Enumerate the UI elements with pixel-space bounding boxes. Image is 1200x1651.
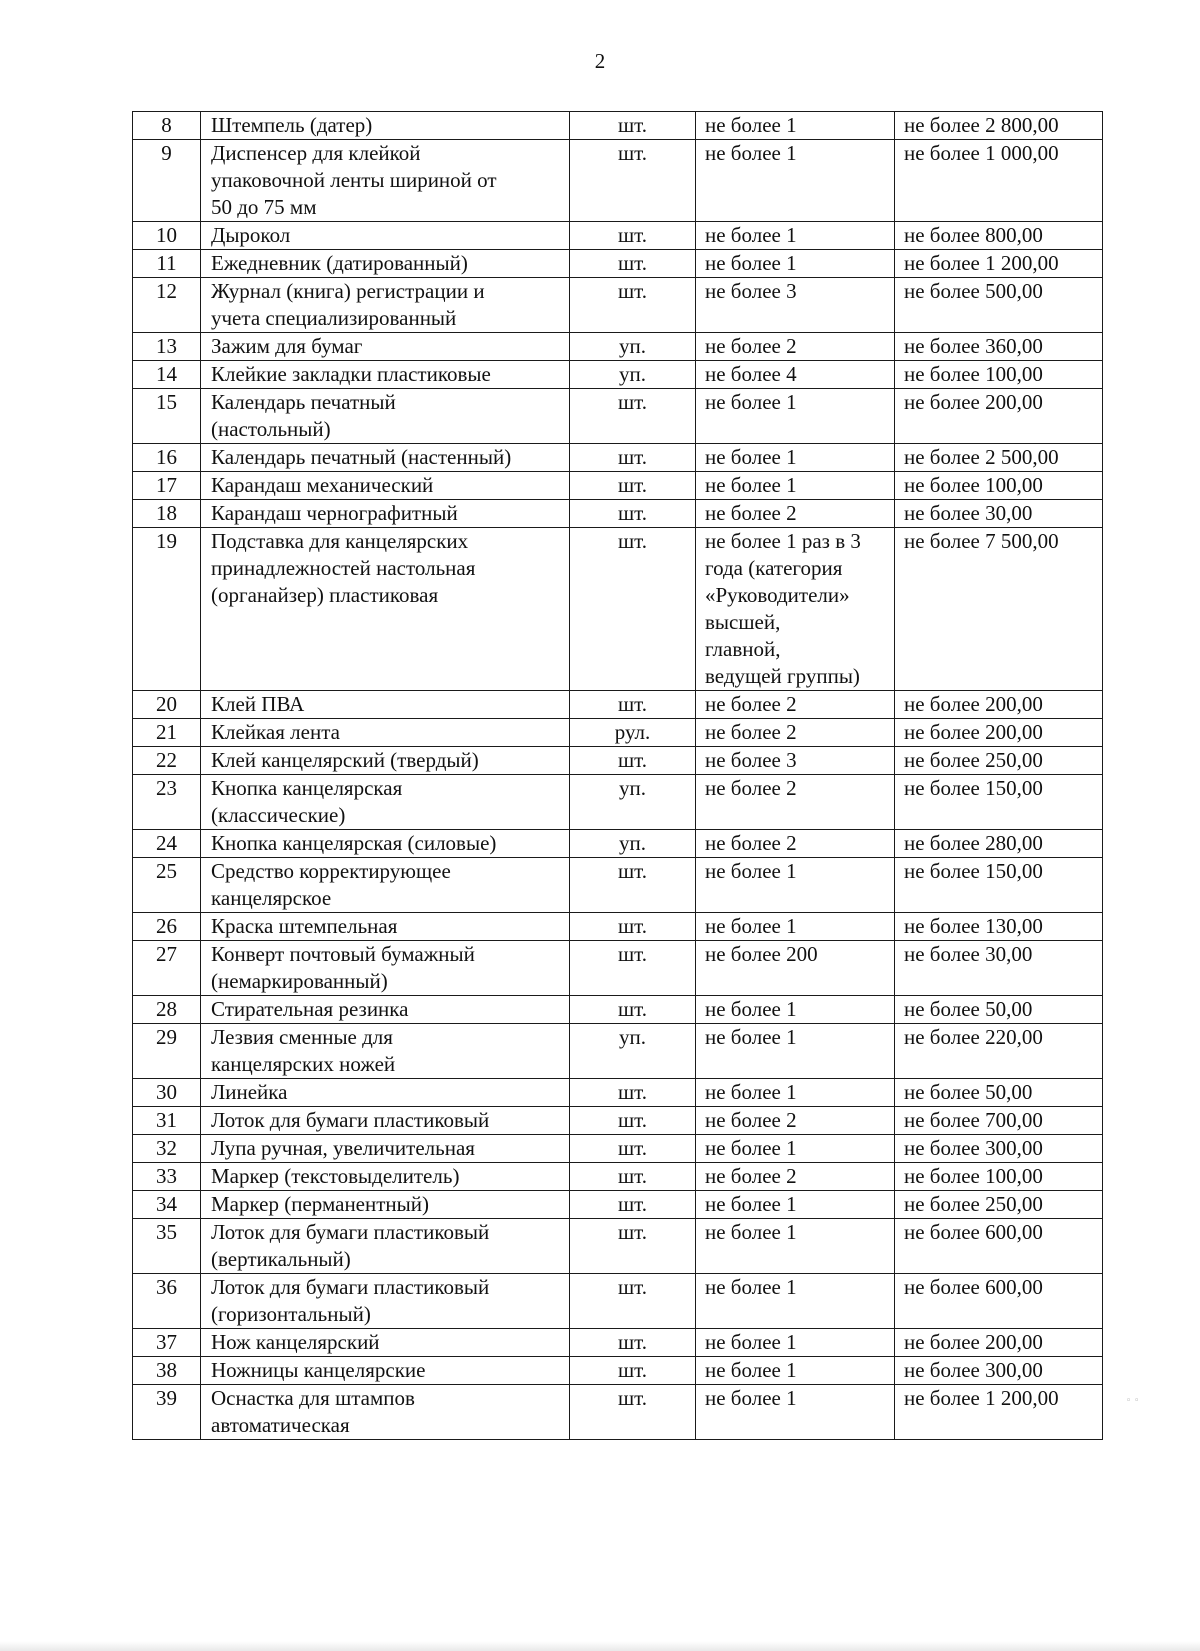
item-name-line: Оснастка для штампов — [211, 1386, 415, 1410]
unit-of-measure: шт. — [570, 996, 696, 1024]
row-number: 9 — [133, 140, 201, 222]
row-number: 28 — [133, 996, 201, 1024]
row-number: 11 — [133, 250, 201, 278]
price-limit: не более 700,00 — [895, 1107, 1103, 1135]
unit-of-measure: шт. — [570, 472, 696, 500]
quantity-line: не более 1 — [705, 1275, 797, 1299]
item-name-line: Клей ПВА — [211, 692, 305, 716]
row-number: 20 — [133, 691, 201, 719]
table-row — [133, 250, 1103, 278]
item-name-line: Лоток для бумаги пластиковый — [211, 1275, 490, 1299]
item-name-line: Кнопка канцелярская (силовые) — [211, 831, 497, 855]
item-name — [201, 913, 570, 941]
row-number: 29 — [133, 1024, 201, 1079]
quantity — [696, 747, 895, 775]
item-name-line: 50 до 75 мм — [211, 195, 317, 219]
price-limit: не более 300,00 — [895, 1357, 1103, 1385]
price-limit: не более 250,00 — [895, 1191, 1103, 1219]
item-name-line: Журнал (книга) регистрации и — [211, 279, 485, 303]
price-limit: не более 200,00 — [895, 1329, 1103, 1357]
quantity-line: не более 1 — [705, 1080, 797, 1104]
unit-of-measure: уп. — [570, 775, 696, 830]
page-bottom-edge — [0, 1641, 1200, 1651]
quantity — [696, 389, 895, 444]
unit-of-measure: шт. — [570, 278, 696, 333]
item-name — [201, 1135, 570, 1163]
row-number: 27 — [133, 941, 201, 996]
quantity — [696, 500, 895, 528]
unit-of-measure: рул. — [570, 719, 696, 747]
quantity — [696, 719, 895, 747]
quantity-line: не более 1 — [705, 914, 797, 938]
row-number: 34 — [133, 1191, 201, 1219]
quantity — [696, 913, 895, 941]
table-row — [133, 1163, 1103, 1191]
item-name-line: Календарь печатный — [211, 390, 396, 414]
quantity-line: не более 1 — [705, 141, 797, 165]
item-name-line: Маркер (текстовыделитель) — [211, 1164, 460, 1188]
item-name — [201, 444, 570, 472]
item-name-line: Клейкие закладки пластиковые — [211, 362, 491, 386]
row-number: 35 — [133, 1219, 201, 1274]
row-number: 24 — [133, 830, 201, 858]
item-name-line: Стирательная резинка — [211, 997, 409, 1021]
item-name — [201, 1107, 570, 1135]
item-name — [201, 1329, 570, 1357]
row-number: 19 — [133, 528, 201, 691]
item-name — [201, 1024, 570, 1079]
item-name — [201, 472, 570, 500]
price-limit: не более 300,00 — [895, 1135, 1103, 1163]
item-name-line: Ножницы канцелярские — [211, 1358, 426, 1382]
item-name-line: Клей канцелярский (твердый) — [211, 748, 479, 772]
price-limit: не более 100,00 — [895, 472, 1103, 500]
quantity-line: высшей, — [705, 610, 781, 634]
quantity — [696, 361, 895, 389]
unit-of-measure: уп. — [570, 1024, 696, 1079]
item-name — [201, 112, 570, 140]
price-limit: не более 150,00 — [895, 775, 1103, 830]
quantity-line: ведущей группы) — [705, 664, 860, 688]
price-limit: не более 150,00 — [895, 858, 1103, 913]
item-name — [201, 278, 570, 333]
price-limit: не более 100,00 — [895, 361, 1103, 389]
table-row — [133, 830, 1103, 858]
item-name-line: канцелярских ножей — [211, 1052, 396, 1076]
price-limit: не более 250,00 — [895, 747, 1103, 775]
quantity-line: главной, — [705, 637, 781, 661]
table-row — [133, 913, 1103, 941]
quantity — [696, 996, 895, 1024]
quantity — [696, 1385, 895, 1440]
quantity — [696, 1274, 895, 1329]
row-number: 32 — [133, 1135, 201, 1163]
unit-of-measure: шт. — [570, 1329, 696, 1357]
price-limit: не более 1 000,00 — [895, 140, 1103, 222]
quantity-line: не более 1 — [705, 859, 797, 883]
price-limit: не более 600,00 — [895, 1219, 1103, 1274]
item-name-line: (настольный) — [211, 417, 331, 441]
quantity-line: не более 1 — [705, 223, 797, 247]
item-name — [201, 1079, 570, 1107]
item-name — [201, 719, 570, 747]
table-row — [133, 528, 1103, 691]
item-name-line: Подставка для канцелярских — [211, 529, 469, 553]
table-row — [133, 1274, 1103, 1329]
item-name — [201, 500, 570, 528]
table-row — [133, 389, 1103, 444]
quantity-line: «Руководители» — [705, 583, 850, 607]
item-name-line: (немаркированный) — [211, 969, 388, 993]
item-name-line: (горизонтальный) — [211, 1302, 371, 1326]
table-row — [133, 775, 1103, 830]
unit-of-measure: шт. — [570, 1107, 696, 1135]
row-number: 18 — [133, 500, 201, 528]
price-limit: не более 500,00 — [895, 278, 1103, 333]
row-number: 14 — [133, 361, 201, 389]
item-name — [201, 361, 570, 389]
item-name — [201, 1163, 570, 1191]
table-row — [133, 500, 1103, 528]
table-row — [133, 1135, 1103, 1163]
item-name — [201, 1274, 570, 1329]
price-limit: не более 30,00 — [895, 500, 1103, 528]
table-row — [133, 278, 1103, 333]
quantity — [696, 278, 895, 333]
item-name-line: канцелярское — [211, 886, 332, 910]
item-name-line: Штемпель (датер) — [211, 113, 373, 137]
unit-of-measure: уп. — [570, 830, 696, 858]
quantity-line: не более 1 — [705, 1136, 797, 1160]
unit-of-measure: шт. — [570, 1079, 696, 1107]
table-row — [133, 1329, 1103, 1357]
item-name-line: Зажим для бумаг — [211, 334, 363, 358]
quantity-line: не более 4 — [705, 362, 797, 386]
price-limit: не более 1 200,00 — [895, 250, 1103, 278]
item-name-line: Клейкая лента — [211, 720, 340, 744]
unit-of-measure: шт. — [570, 1191, 696, 1219]
quantity-line: не более 1 — [705, 997, 797, 1021]
item-name-line: Карандаш механический — [211, 473, 434, 497]
row-number: 16 — [133, 444, 201, 472]
row-number: 39 — [133, 1385, 201, 1440]
quantity — [696, 1163, 895, 1191]
item-name-line: Нож канцелярский — [211, 1330, 380, 1354]
quantity-line: не более 2 — [705, 334, 797, 358]
unit-of-measure: шт. — [570, 1163, 696, 1191]
table-row — [133, 472, 1103, 500]
row-number: 36 — [133, 1274, 201, 1329]
unit-of-measure: шт. — [570, 941, 696, 996]
row-number: 33 — [133, 1163, 201, 1191]
row-number: 21 — [133, 719, 201, 747]
table-row — [133, 1191, 1103, 1219]
quantity — [696, 1135, 895, 1163]
price-limit: не более 130,00 — [895, 913, 1103, 941]
quantity-line: не более 200 — [705, 942, 818, 966]
table-row — [133, 1107, 1103, 1135]
price-limit: не более 100,00 — [895, 1163, 1103, 1191]
unit-of-measure: шт. — [570, 112, 696, 140]
unit-of-measure: шт. — [570, 1274, 696, 1329]
quantity-line: не более 1 — [705, 1025, 797, 1049]
item-name — [201, 775, 570, 830]
item-name-line: Карандаш чернографитный — [211, 501, 458, 525]
item-name-line: (вертикальный) — [211, 1247, 351, 1271]
item-name-line: Календарь печатный (настенный) — [211, 445, 512, 469]
table-row — [133, 719, 1103, 747]
item-name-line: Диспенсер для клейкой — [211, 141, 421, 165]
table-row — [133, 1219, 1103, 1274]
quantity-line: года (категория — [705, 556, 843, 580]
row-number: 23 — [133, 775, 201, 830]
quantity-line: не более 1 — [705, 473, 797, 497]
price-limit: не более 2 500,00 — [895, 444, 1103, 472]
quantity-line: не более 3 — [705, 279, 797, 303]
row-number: 25 — [133, 858, 201, 913]
quantity-line: не более 1 — [705, 1192, 797, 1216]
row-number: 31 — [133, 1107, 201, 1135]
price-limit: не более 7 500,00 — [895, 528, 1103, 691]
row-number: 26 — [133, 913, 201, 941]
unit-of-measure: шт. — [570, 1219, 696, 1274]
quantity-line: не более 1 — [705, 445, 797, 469]
unit-of-measure: шт. — [570, 747, 696, 775]
item-name-line: учета специализированный — [211, 306, 457, 330]
unit-of-measure: шт. — [570, 500, 696, 528]
item-name-line: принадлежностей настольная — [211, 556, 476, 580]
row-number: 8 — [133, 112, 201, 140]
item-name — [201, 1219, 570, 1274]
unit-of-measure: шт. — [570, 913, 696, 941]
quantity — [696, 1107, 895, 1135]
quantity — [696, 1024, 895, 1079]
unit-of-measure: шт. — [570, 389, 696, 444]
table-row — [133, 747, 1103, 775]
price-limit: не более 600,00 — [895, 1274, 1103, 1329]
price-limit: не более 200,00 — [895, 691, 1103, 719]
quantity — [696, 1219, 895, 1274]
quantity — [696, 830, 895, 858]
row-number: 30 — [133, 1079, 201, 1107]
item-name-line: Средство корректирующее — [211, 859, 451, 883]
quantity-line: не более 1 раз в 3 — [705, 529, 861, 553]
unit-of-measure: шт. — [570, 1357, 696, 1385]
item-name — [201, 333, 570, 361]
table-row — [133, 858, 1103, 913]
quantity-line: не более 2 — [705, 776, 797, 800]
unit-of-measure: шт. — [570, 222, 696, 250]
scan-artifact: ◦ ◦ — [1126, 1396, 1140, 1406]
unit-of-measure: шт. — [570, 1135, 696, 1163]
quantity-line: не более 2 — [705, 501, 797, 525]
quantity — [696, 140, 895, 222]
table-row — [133, 140, 1103, 222]
unit-of-measure: шт. — [570, 1385, 696, 1440]
quantity-line: не более 3 — [705, 748, 797, 772]
price-limit: не более 200,00 — [895, 389, 1103, 444]
quantity — [696, 1079, 895, 1107]
quantity-line: не более 1 — [705, 1220, 797, 1244]
item-name-line: (органайзер) пластиковая — [211, 583, 439, 607]
quantity-line: не более 1 — [705, 1358, 797, 1382]
quantity-line: не более 1 — [705, 390, 797, 414]
item-name — [201, 140, 570, 222]
item-name — [201, 941, 570, 996]
quantity-line: не более 1 — [705, 251, 797, 275]
price-limit: не более 30,00 — [895, 941, 1103, 996]
price-limit: не более 50,00 — [895, 1079, 1103, 1107]
item-name-line: Кнопка канцелярская — [211, 776, 403, 800]
quantity — [696, 1329, 895, 1357]
table-row — [133, 361, 1103, 389]
item-name-line: Лупа ручная, увеличительная — [211, 1136, 475, 1160]
item-name — [201, 830, 570, 858]
row-number: 38 — [133, 1357, 201, 1385]
quantity — [696, 444, 895, 472]
table-row — [133, 941, 1103, 996]
quantity — [696, 775, 895, 830]
price-limit: не более 1 200,00 — [895, 1385, 1103, 1440]
quantity-line: не более 2 — [705, 692, 797, 716]
price-limit: не более 360,00 — [895, 333, 1103, 361]
item-name-line: Лезвия сменные для — [211, 1025, 393, 1049]
unit-of-measure: уп. — [570, 333, 696, 361]
price-limit: не более 800,00 — [895, 222, 1103, 250]
item-name-line: Дырокол — [211, 223, 291, 247]
item-name-line: Краска штемпельная — [211, 914, 398, 938]
page-number: 2 — [594, 49, 606, 73]
quantity — [696, 222, 895, 250]
table-row — [133, 1024, 1103, 1079]
quantity — [696, 528, 895, 691]
price-limit: не более 280,00 — [895, 830, 1103, 858]
quantity — [696, 333, 895, 361]
table-row — [133, 996, 1103, 1024]
row-number: 37 — [133, 1329, 201, 1357]
item-name-line: Ежедневник (датированный) — [211, 251, 468, 275]
item-name — [201, 222, 570, 250]
quantity-line: не более 1 — [705, 1386, 797, 1410]
item-name — [201, 250, 570, 278]
item-name-line: упаковочной ленты шириной от — [211, 168, 497, 192]
table-row — [133, 333, 1103, 361]
item-name — [201, 996, 570, 1024]
quantity — [696, 941, 895, 996]
row-number: 17 — [133, 472, 201, 500]
price-limit: не более 200,00 — [895, 719, 1103, 747]
item-name — [201, 1385, 570, 1440]
quantity-line: не более 2 — [705, 831, 797, 855]
row-number: 22 — [133, 747, 201, 775]
quantity — [696, 1357, 895, 1385]
price-limit: не более 220,00 — [895, 1024, 1103, 1079]
unit-of-measure: шт. — [570, 858, 696, 913]
quantity — [696, 472, 895, 500]
item-name — [201, 1191, 570, 1219]
unit-of-measure: шт. — [570, 444, 696, 472]
quantity-line: не более 2 — [705, 1108, 797, 1132]
item-name — [201, 691, 570, 719]
unit-of-measure: шт. — [570, 691, 696, 719]
item-name-line: Маркер (перманентный) — [211, 1192, 429, 1216]
quantity — [696, 1191, 895, 1219]
quantity — [696, 112, 895, 140]
price-limit: не более 50,00 — [895, 996, 1103, 1024]
row-number: 10 — [133, 222, 201, 250]
table-body — [133, 112, 1103, 1440]
row-number: 15 — [133, 389, 201, 444]
table-row — [133, 1385, 1103, 1440]
table-row — [133, 222, 1103, 250]
quantity-line: не более 2 — [705, 1164, 797, 1188]
item-name — [201, 389, 570, 444]
table-row — [133, 1079, 1103, 1107]
unit-of-measure: шт. — [570, 140, 696, 222]
item-name-line: (классические) — [211, 803, 346, 827]
row-number: 13 — [133, 333, 201, 361]
quantity — [696, 250, 895, 278]
price-limit: не более 2 800,00 — [895, 112, 1103, 140]
quantity-line: не более 1 — [705, 113, 797, 137]
item-name — [201, 858, 570, 913]
quantity-line: не более 1 — [705, 1330, 797, 1354]
table-row — [133, 444, 1103, 472]
table-row — [133, 112, 1103, 140]
item-name-line: Лоток для бумаги пластиковый — [211, 1220, 490, 1244]
row-number: 12 — [133, 278, 201, 333]
item-name-line: Линейка — [211, 1080, 288, 1104]
unit-of-measure: шт. — [570, 528, 696, 691]
item-name-line: автоматическая — [211, 1413, 350, 1437]
table-row — [133, 691, 1103, 719]
item-name — [201, 1357, 570, 1385]
item-name-line: Лоток для бумаги пластиковый — [211, 1108, 490, 1132]
supplies-table — [132, 111, 1103, 1440]
quantity-line: не более 2 — [705, 720, 797, 744]
unit-of-measure: уп. — [570, 361, 696, 389]
item-name — [201, 747, 570, 775]
table-row — [133, 1357, 1103, 1385]
unit-of-measure: шт. — [570, 250, 696, 278]
quantity — [696, 691, 895, 719]
item-name-line: Конверт почтовый бумажный — [211, 942, 475, 966]
quantity — [696, 858, 895, 913]
item-name — [201, 528, 570, 691]
